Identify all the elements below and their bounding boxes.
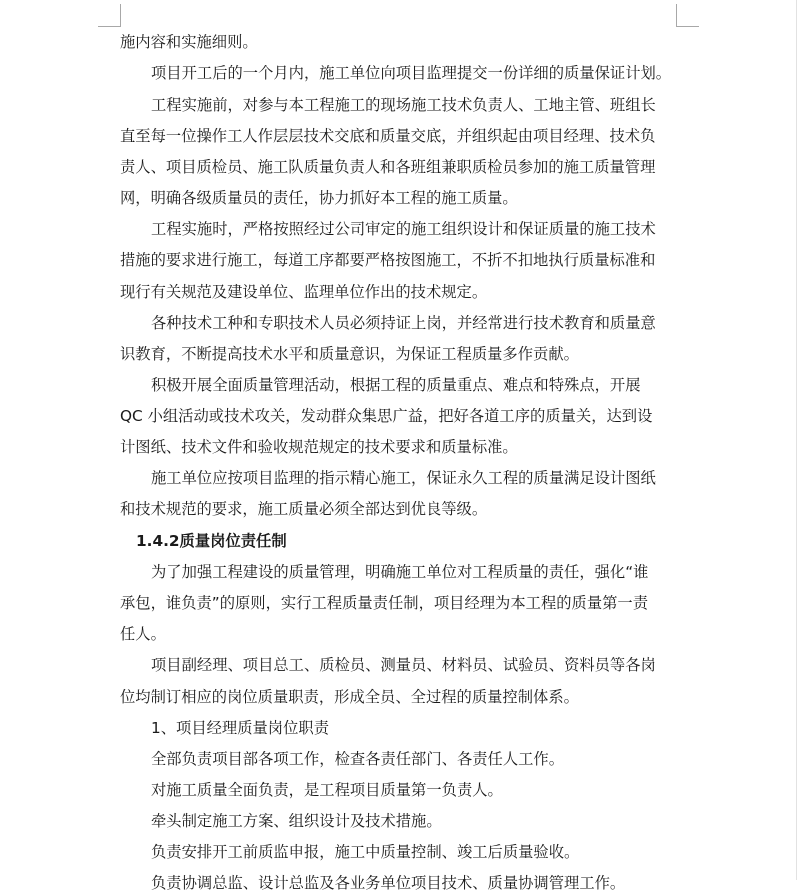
- body-text-line: 负责安排开工前质监申报，施工中质量控制、竣工后质量验收。: [151, 843, 580, 861]
- body-text-line: 识教育，不断提高技术水平和质量意识，为保证工程质量多作贡献。: [120, 345, 579, 363]
- body-text-line: 任人。: [120, 625, 166, 643]
- body-text-line: 位均制订相应的岗位质量职责，形成全员、全过程的质量控制体系。: [120, 688, 579, 706]
- body-text-line: QC 小组活动或技术攻关，发动群众集思广益，把好各道工序的质量关，达到设: [120, 407, 653, 425]
- body-text-line: 和技术规范的要求，施工质量必须全部达到优良等级。: [120, 500, 488, 518]
- body-text-line: 施内容和实施细则。: [120, 33, 258, 51]
- body-text-line: 负责协调总监、设计总监及各业务单位项目技术、质量协调管理工作。: [151, 874, 626, 892]
- body-text-line: 各种技术工种和专职技术人员必须持证上岗，并经常进行技术教育和质量意: [151, 314, 656, 332]
- body-text-line: 工程实施时，严格按照经过公司审定的施工组织设计和保证质量的施工技术: [151, 220, 656, 238]
- body-text-line: 积极开展全面质量管理活动，根据工程的质量重点、难点和特殊点，开展: [151, 376, 641, 394]
- list-item-heading: 1、项目经理质量岗位职责: [151, 719, 329, 737]
- page-corner-mark-top-left: [98, 4, 121, 27]
- body-text-line: 直至每一位操作工人作层层技术交底和质量交底，并组织起由项目经理、技术负: [120, 127, 656, 145]
- body-text-line: 施工单位应按项目监理的指示精心施工，保证永久工程的质量满足设计图纸: [151, 469, 656, 487]
- body-text-line: 工程实施前，对参与本工程施工的现场施工技术负责人、工地主管、班组长: [151, 96, 656, 114]
- body-text-line: 项目副经理、项目总工、质检员、测量员、材料员、试验员、资料员等各岗: [151, 656, 656, 674]
- page-corner-mark-top-right: [676, 4, 699, 27]
- body-text-line: 对施工质量全面负责，是工程项目质量第一负责人。: [151, 781, 503, 799]
- body-text-line: 计图纸、技术文件和验收规范规定的技术要求和质量标准。: [120, 438, 518, 456]
- body-text-line: 为了加强工程建设的质量管理，明确施工单位对工程质量的责任，强化“谁: [151, 563, 649, 581]
- body-text-line: 全部负责项目部各项工作，检查各责任部门、各责任人工作。: [151, 750, 565, 768]
- body-text-line: 措施的要求进行施工，每道工序都要严格按图施工，不折不扣地执行质量标准和: [120, 251, 656, 269]
- body-text-line: 承包，谁负责”的原则，实行工程质量责任制，项目经理为本工程的质量第一责: [120, 594, 649, 612]
- body-text-line: 牵头制定施工方案、组织设计及技术措施。: [151, 812, 442, 830]
- body-text-line: 责人、项目质检员、施工队质量负责人和各班组兼职质检员参加的施工质量管理: [120, 158, 656, 176]
- body-text-line: 网，明确各级质量员的责任，协力抓好本工程的施工质量。: [120, 189, 518, 207]
- body-text-line: 项目开工后的一个月内，施工单位向项目监理提交一份详细的质量保证计划。: [151, 64, 672, 82]
- body-text-line: 现行有关规范及建设单位、监理单位作出的技术规定。: [120, 283, 488, 301]
- section-heading: 1.4.2质量岗位责任制: [136, 532, 287, 550]
